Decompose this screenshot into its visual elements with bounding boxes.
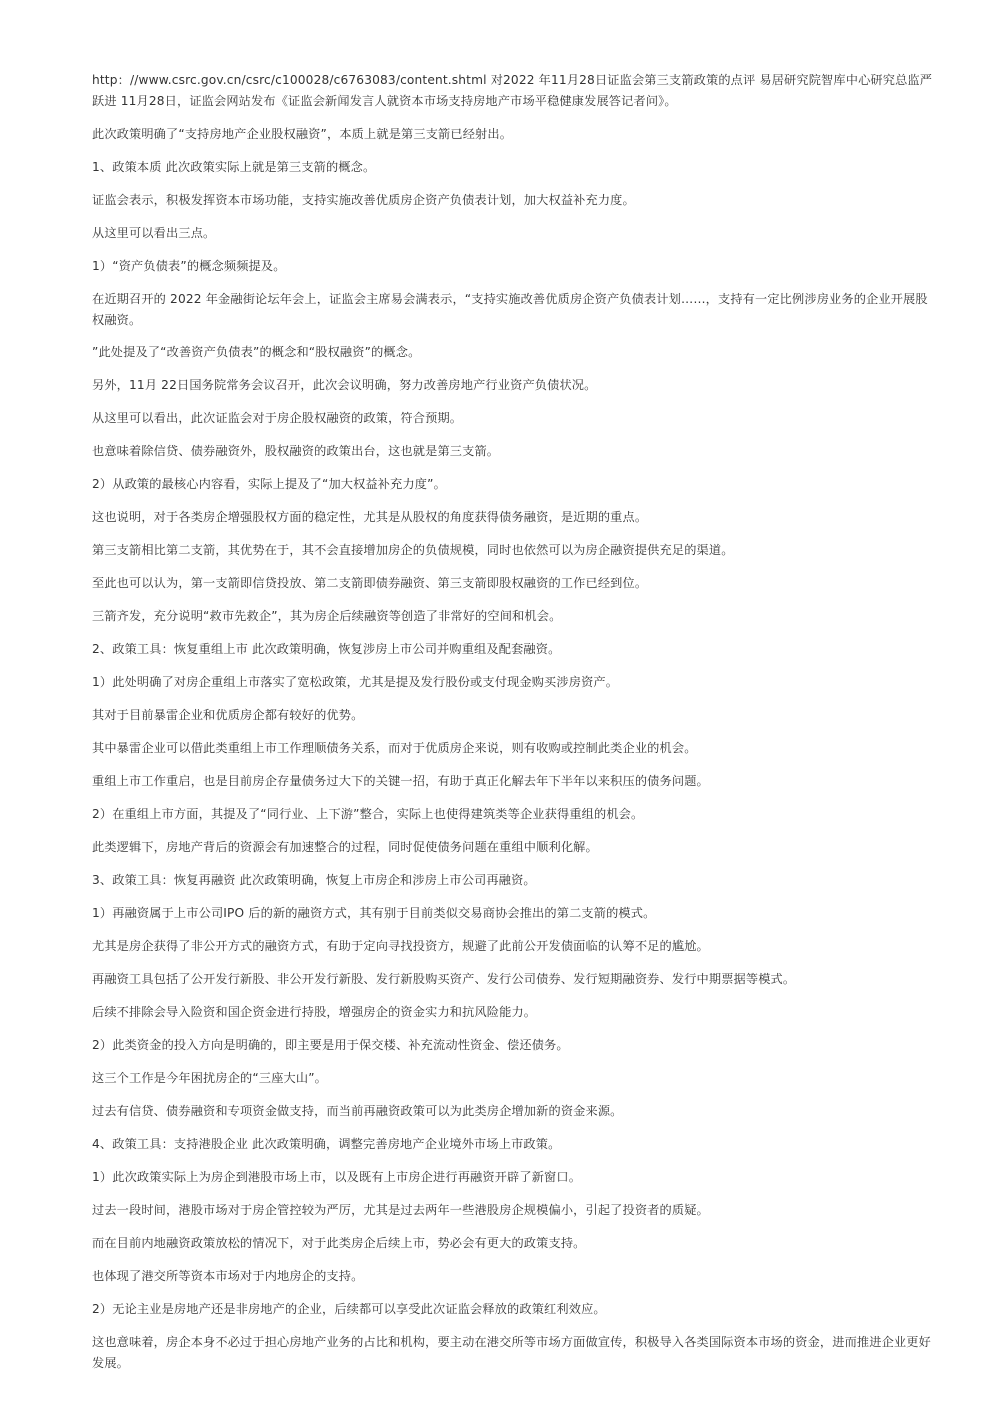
paragraph: 再融资工具包括了公开发行新股、非公开发行新股、发行新股购买资产、发行公司债券、发行短期融资券、发行中期票据等模式。 <box>92 972 796 987</box>
paragraph: 4、政策工具：支持港股企业 此次政策明确，调整完善房地产企业境外市场上市政策。 <box>92 1137 561 1152</box>
paragraph: 过去有信贷、债券融资和专项资金做支持，而当前再融资政策可以为此类房企增加新的资金来源。 <box>92 1104 623 1119</box>
paragraph: 其中暴雷企业可以借此类重组上市工作理顺债务关系，而对于优质房企来说，则有收购或控制此类企业的机会。 <box>92 741 697 756</box>
paragraph: 1）此次政策实际上为房企到港股市场上市，以及既有上市房企进行再融资开辟了新窗口。 <box>92 1170 582 1185</box>
paragraph: 过去一段时间，港股市场对于房企管控较为严厉，尤其是过去两年一些港股房企规模偏小，引起了投资者的质疑。 <box>92 1203 709 1218</box>
paragraph: 也体现了港交所等资本市场对于内地房企的支持。 <box>92 1269 364 1284</box>
article-body <box>92 70 940 1374</box>
paragraph: 2）在重组上市方面，其提及了“同行业、上下游”整合，实际上也使得建筑类等企业获得重组的机会。 <box>92 807 644 822</box>
paragraph: 证监会表示，积极发挥资本市场功能，支持实施改善优质房企资产负债表计划，加大权益补充力度。 <box>92 192 635 207</box>
paragraph: 从这里可以看出三点。 <box>92 225 216 240</box>
paragraph: 后续不排除会导入险资和国企资金进行持股，增强房企的资金实力和抗风险能力。 <box>92 1005 537 1020</box>
paragraph: 2、政策工具：恢复重组上市 此次政策明确，恢复涉房上市公司并购重组及配套融资。 <box>92 642 561 657</box>
paragraph: 另外，11月 22日国务院常务会议召开，此次会议明确，努力改善房地产行业资产负债状况。 <box>92 378 597 393</box>
paragraph: 1）再融资属于上市公司IPO 后的新的融资方式，其有别于目前类似交易商协会推出的第二支箭的模式。 <box>92 906 656 921</box>
paragraph: 三箭齐发，充分说明“救市先救企”，其为房企后续融资等创造了非常好的空间和机会。 <box>92 609 562 624</box>
paragraph: 至此也可以认为，第一支箭即信贷投放、第二支箭即债券融资、第三支箭即股权融资的工作已经到位。 <box>92 576 648 591</box>
paragraph: 从这里可以看出，此次证监会对于房企股权融资的政策，符合预期。 <box>92 411 463 426</box>
paragraph: 在近期召开的 2022 年金融街论坛年会上，证监会主席易会满表示，“支持实施改善优质房企资产负债表计划……，支持有一定比例涉房业务的企业开展股权融资。 <box>92 291 928 327</box>
paragraph: 重组上市工作重启，也是目前房企存量债务过大下的关键一招，有助于真正化解去年下半年以来积压的债务问题。 <box>92 774 709 789</box>
paragraph: 其对于目前暴雷企业和优质房企都有较好的优势。 <box>92 708 364 723</box>
paragraph: 2）此类资金的投入方向是明确的，即主要是用于保交楼、补充流动性资金、偿还债务。 <box>92 1038 569 1053</box>
paragraph: 1）此处明确了对房企重组上市落实了宽松政策，尤其是提及发行股份或支付现金购买涉房资产。 <box>92 675 619 690</box>
paragraph: 尤其是房企获得了非公开方式的融资方式，有助于定向寻找投资方，规避了此前公开发债面临的认筹不足的尴尬。 <box>92 939 709 954</box>
paragraph: 2）无论主业是房地产还是非房地产的企业，后续都可以享受此次证监会释放的政策红利效应。 <box>92 1302 606 1317</box>
paragraph: 也意味着除信贷、债券融资外，股权融资的政策出台，这也就是第三支箭。 <box>92 444 500 459</box>
paragraph: 此次政策明确了“支持房地产企业股权融资”，本质上就是第三支箭已经射出。 <box>92 126 513 141</box>
paragraph: 1）“资产负债表”的概念频频提及。 <box>92 258 286 273</box>
paragraph: 2）从政策的最核心内容看，实际上提及了“加大权益补充力度”。 <box>92 477 446 492</box>
paragraph: 这也意味着，房企本身不必过于担心房地产业务的占比和机构，要主动在港交所等市场方面做宣传，积极导入各类国际资本市场的资金，进而推进企业更好发展。 <box>92 1335 931 1370</box>
paragraph: 3、政策工具：恢复再融资 此次政策明确，恢复上市房企和涉房上市公司再融资。 <box>92 873 536 888</box>
paragraph: 1、政策本质 此次政策实际上就是第三支箭的概念。 <box>92 159 376 174</box>
paragraph: 这三个工作是今年困扰房企的“三座大山”。 <box>92 1071 328 1086</box>
paragraph: ”此处提及了“改善资产负债表”的概念和“股权融资”的概念。 <box>92 345 421 360</box>
paragraph: 而在目前内地融资政策放松的情况下，对于此类房企后续上市，势必会有更大的政策支持。 <box>92 1236 586 1251</box>
paragraph: 第三支箭相比第二支箭，其优势在于，其不会直接增加房企的负债规模，同时也依然可以为房企融资提供充足的渠道。 <box>92 543 734 558</box>
paragraph: http：//www.csrc.gov.cn/csrc/c100028/c6763083/content.shtml 对2022 年11月28日证监会第三支箭政策的点评 易居研究院智库中心研究总监严跃进 11月28日，证监会网站发布《证监会新闻发言人就资本市场支持房地产市场平稳健康发展答记者问》。 <box>92 73 933 108</box>
paragraph: 这也说明，对于各类房企增强股权方面的稳定性，尤其是从股权的角度获得债务融资，是近期的重点。 <box>92 510 648 525</box>
paragraph: 此类逻辑下，房地产背后的资源会有加速整合的过程，同时促使债务问题在重组中顺利化解。 <box>92 840 598 855</box>
